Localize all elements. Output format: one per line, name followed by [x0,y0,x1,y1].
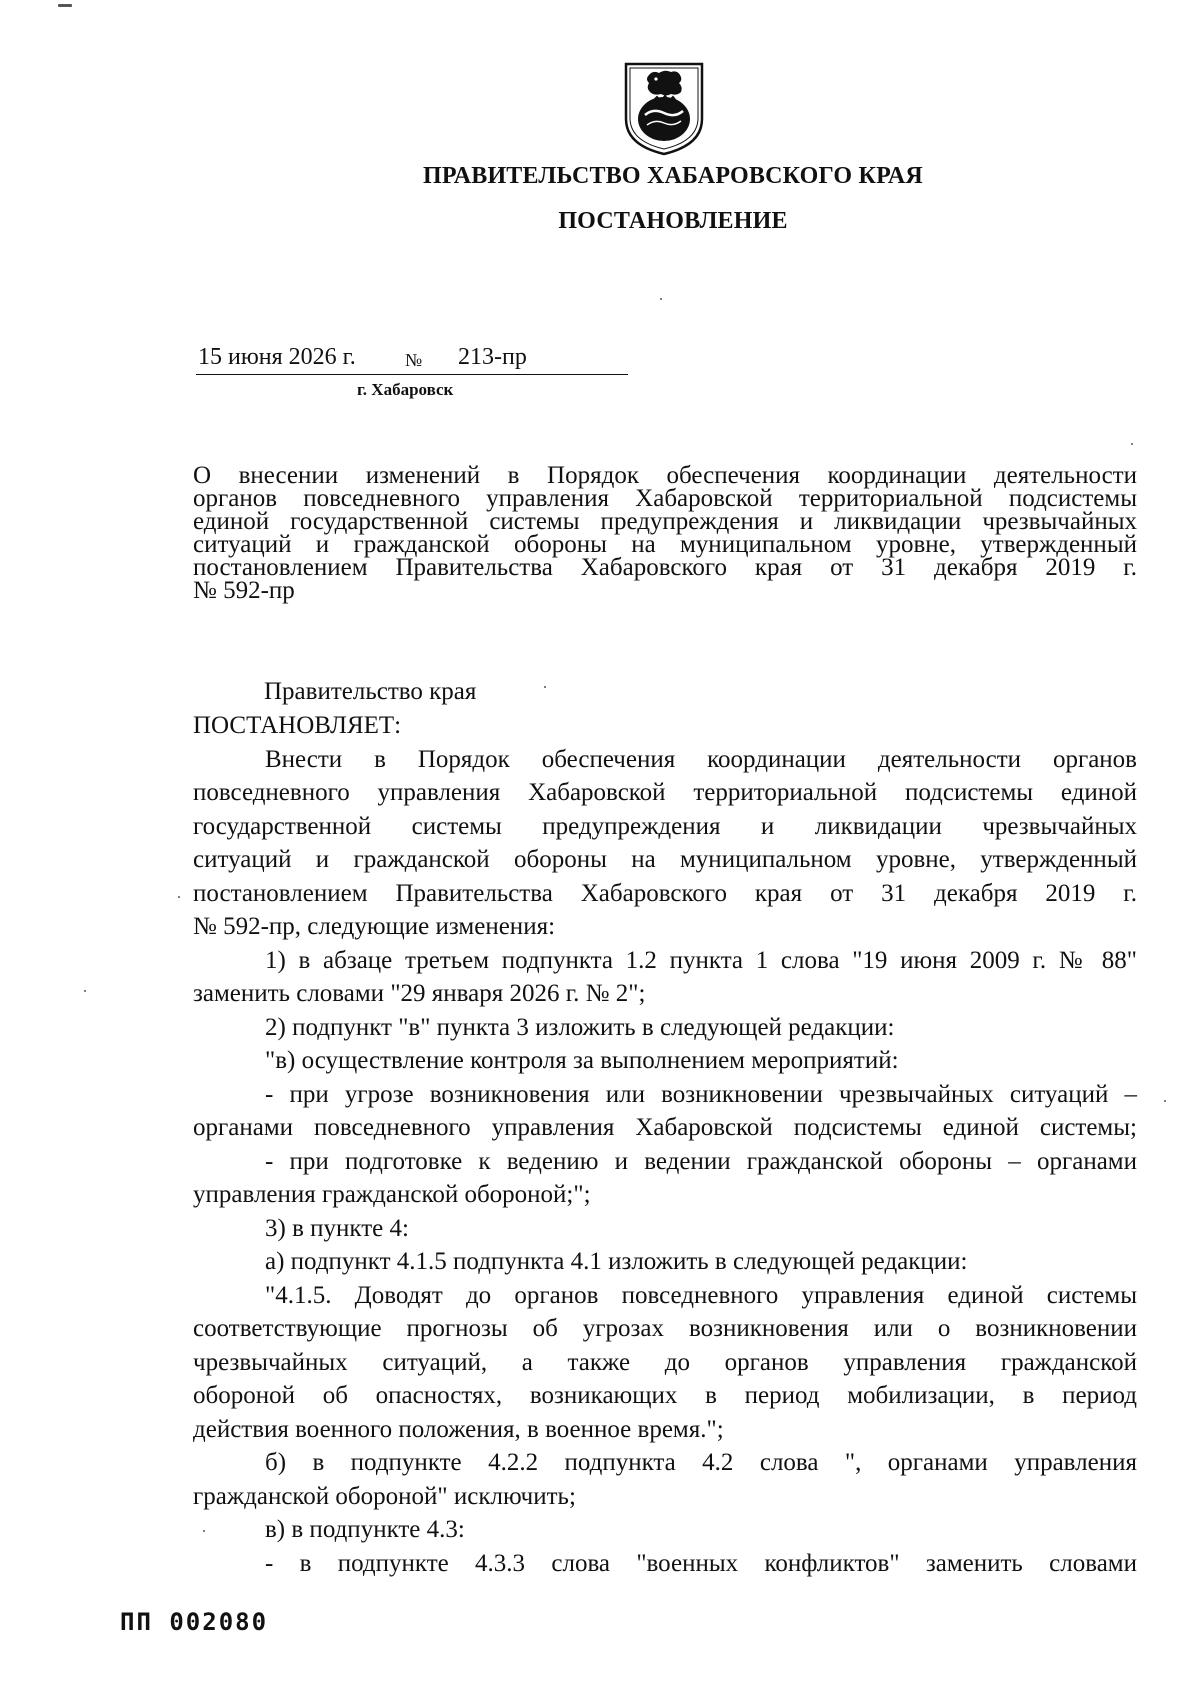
document-number: 213-пр [458,344,527,370]
scan-mark [58,4,72,7]
body-line: повседневного управления Хабаровской территориальной подсистемы единой [193,779,1137,806]
subject-line: № 592-пр [193,577,295,604]
body-line: чрезвычайных ситуаций, а также до органов управления гражданской [193,1349,1137,1376]
scan-speck [660,298,662,300]
body-line: "в) осуществление контроля за выполнением мероприятий: [265,1047,899,1074]
body-line: Внести в Порядок обеспечения координации деятельности органов [265,746,1137,773]
body-line: заменить словами "29 января 2026 г. № 2"; [193,980,646,1007]
scan-speck [84,990,86,992]
body-line: б) в подпункте 4.2.2 подпункта 4.2 слова ", органами управления [265,1449,1137,1476]
subject-line: единой государственной системы предупреждения и ликвидации чрезвычайных [193,508,1137,535]
body-line: - при подготовке к ведению и ведении гражданской обороны – органами [265,1148,1137,1175]
document-code: ПП 002080 [120,1608,269,1636]
scan-speck [1164,1100,1166,1102]
subject-line: О внесении изменений в Порядок обеспечения координации деятельности [193,462,1137,489]
scan-speck [203,1530,205,1532]
body-line: государственной системы предупреждения и ликвидации чрезвычайных [193,813,1137,840]
body-line: 2) подпункт "в" пункта 3 изложить в следующей редакции: [265,1014,895,1041]
subject-line: органов повседневного управления Хабаровской территориальной подсистемы [193,485,1137,512]
body-line: ситуаций и гражданской обороны на муниципальном уровне, утвержденный [193,846,1137,873]
body-line: гражданской обороной" исключить; [193,1483,576,1510]
body-line: а) подпункт 4.1.5 подпункта 4.1 изложить в следующей редакции: [265,1248,968,1275]
scan-speck [1131,443,1133,445]
number-sign: № [405,350,423,370]
body-line: - в подпункте 4.3.3 слова "военных конфликтов" заменить словами [265,1550,1137,1577]
body-line: действия военного положения, в военное время."; [193,1416,724,1443]
coat-of-arms-icon [623,61,705,157]
body-line: соответствующие прогнозы об угрозах возникновения или о возникновении [193,1315,1137,1342]
body-line: "4.1.5. Доводят до органов повседневного управления единой системы [265,1282,1137,1309]
body-line: 3) в пункте 4: [265,1215,409,1242]
body-line: 1) в абзаце третьем подпункта 1.2 пункта 1 слова "19 июня 2009 г. № 88" [265,947,1137,974]
document-date: 15 июня 2026 г. [198,344,356,370]
body-line: - при угрозе возникновения или возникновении чрезвычайных ситуаций – [265,1081,1137,1108]
body-line: постановлением Правительства Хабаровского края от 31 декабря 2019 г. [193,880,1137,907]
preamble-government: Правительство края [264,678,477,705]
body-line: обороной об опасностях, возникающих в период мобилизации, в период [193,1382,1137,1409]
document-type: ПОСТАНОВЛЕНИЕ [558,208,788,234]
scan-speck [544,686,546,688]
body-line: управления гражданской обороной;"; [193,1181,591,1208]
government-name: ПРАВИТЕЛЬСТВО ХАБАРОВСКОГО КРАЯ [423,163,923,189]
subject-line: постановлением Правительства Хабаровского края от 31 декабря 2019 г. [193,554,1137,581]
scan-speck [178,896,180,898]
body-line: органами повседневного управления Хабаровской подсистемы единой системы; [193,1114,1137,1141]
body-line: № 592-пр, следующие изменения: [193,913,556,940]
date-number-line [196,340,628,375]
subject-line: ситуаций и гражданской обороны на муниципальном уровне, утвержденный [193,531,1137,558]
document-city: г. Хабаровск [357,380,454,399]
preamble-resolves: ПОСТАНОВЛЯЕТ: [193,712,402,739]
body-line: в) в подпункте 4.3: [265,1516,465,1543]
document-subject [193,464,1137,602]
